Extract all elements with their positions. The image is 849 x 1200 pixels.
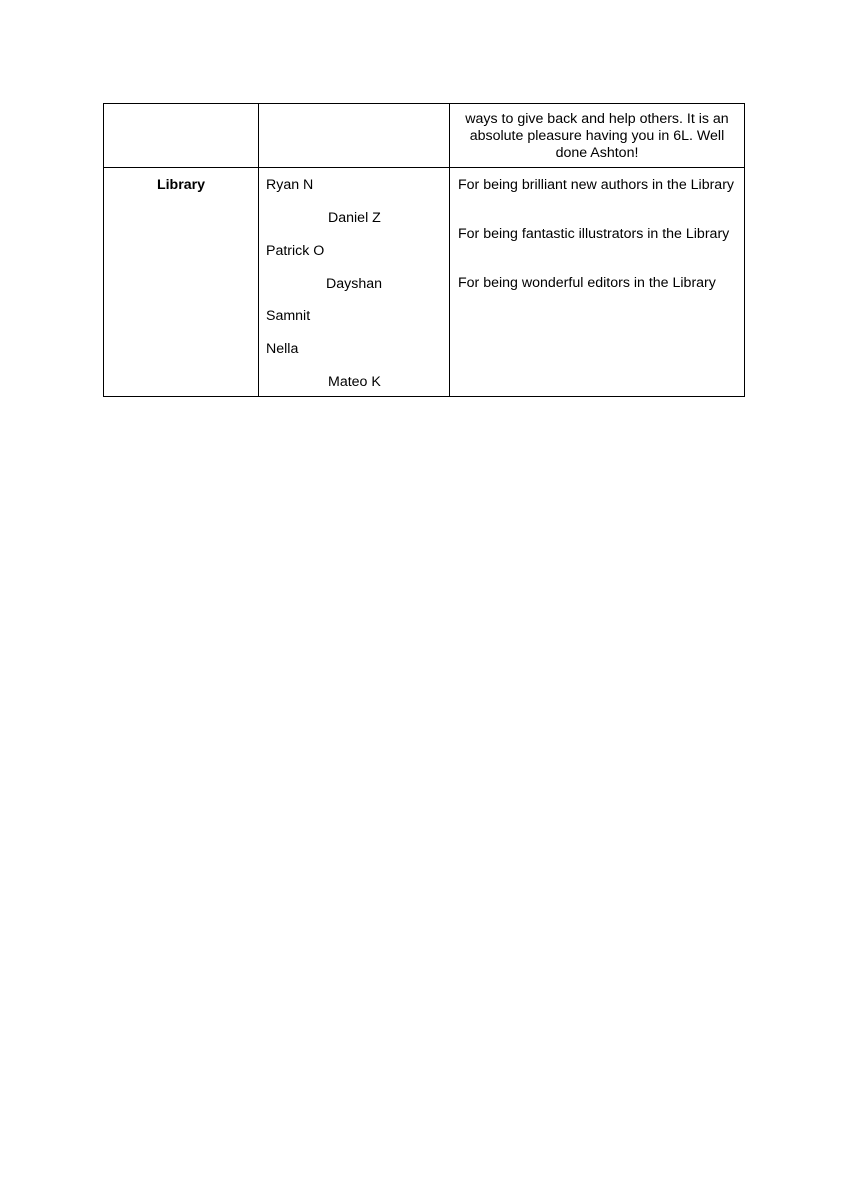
student-name: Patrick O [266, 243, 325, 259]
award-reason: For being wonderful editors in the Library [458, 275, 716, 291]
comment-line: ways to give back and help others. It is an [465, 111, 729, 127]
category-library: Library [156, 177, 206, 193]
student-name: Nella [266, 341, 299, 357]
awards-table [103, 103, 745, 397]
student-name: Ryan N [266, 177, 314, 193]
award-reason: For being brilliant new authors in the Library [458, 177, 735, 193]
award-reason: For being fantastic illustrators in the Library [458, 226, 730, 242]
column-divider [258, 104, 259, 396]
student-name: Dayshan [326, 276, 382, 292]
continued-comment [450, 111, 744, 162]
student-name: Samnit [266, 308, 311, 324]
row-divider [104, 167, 744, 168]
comment-line: done Ashton! [555, 145, 639, 161]
comment-line: absolute pleasure having you in 6L. Well [469, 128, 725, 144]
student-name: Daniel Z [328, 210, 381, 226]
student-name: Mateo K [328, 374, 381, 390]
